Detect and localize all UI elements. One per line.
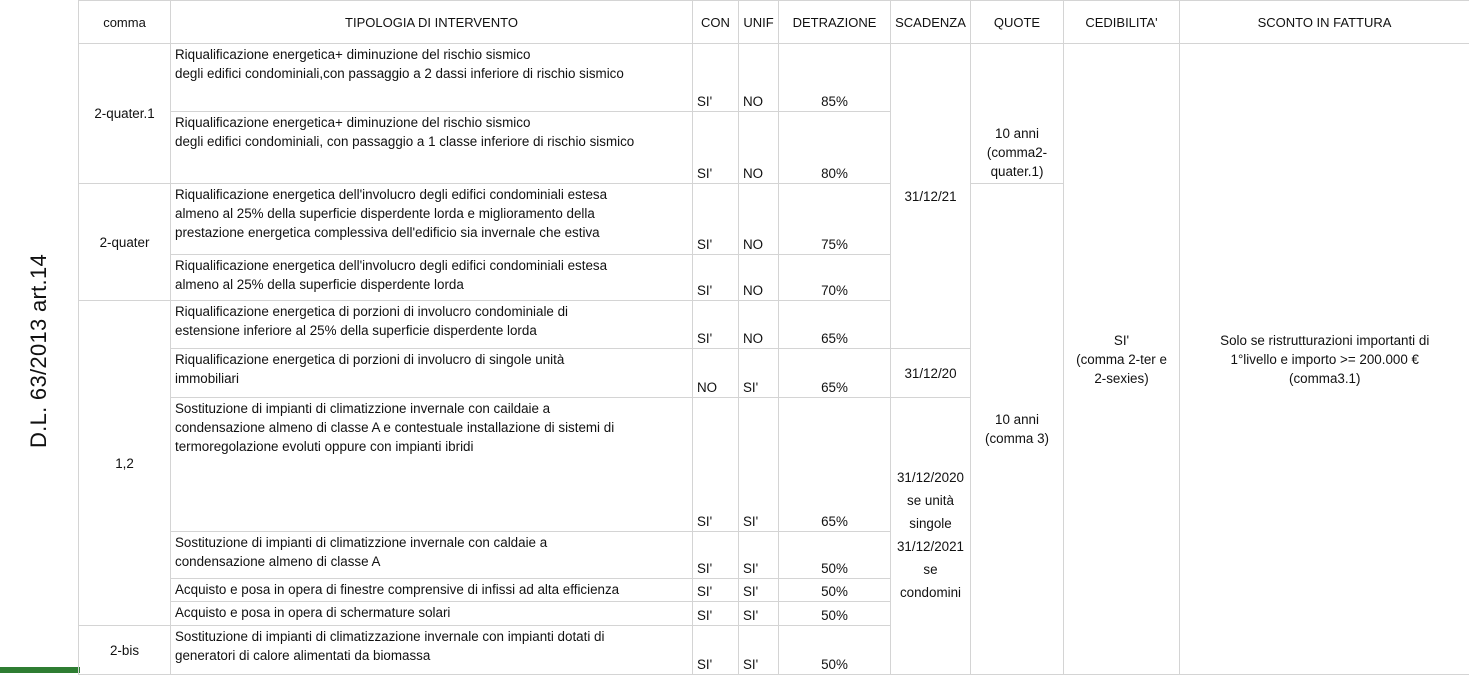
desc-line: generatori di calore alimentati da biomassa — [175, 646, 689, 665]
cedibilita-cell[interactable] — [1064, 44, 1180, 675]
quote-cell[interactable] — [971, 184, 1064, 675]
tipologia-cell[interactable] — [171, 44, 693, 112]
detrazione-cell[interactable]: 50% — [779, 626, 891, 675]
scadenza-line: se — [894, 558, 967, 581]
desc-line: Sostituzione di impianti di climatizzione invernale con caildaie a — [175, 399, 689, 418]
tipologia-cell[interactable] — [171, 602, 693, 626]
detrazione-cell[interactable]: 65% — [779, 301, 891, 349]
desc-line: Riqualificazione energetica di porzioni di involucro di singole unità — [175, 350, 689, 369]
unif-cell[interactable]: SI' — [739, 398, 779, 532]
sconto-cell[interactable] — [1180, 44, 1469, 675]
header-detrazione[interactable]: DETRAZIONE — [779, 1, 891, 44]
header-unif[interactable]: UNIF — [739, 1, 779, 44]
sconto-line: Solo se ristrutturazioni importanti di — [1183, 331, 1467, 350]
con-cell[interactable]: SI' — [693, 626, 739, 675]
sconto-line: (comma3.1) — [1183, 369, 1467, 388]
con-cell[interactable]: NO — [693, 349, 739, 398]
quote-line: quater.1) — [974, 162, 1060, 181]
quote-line: (comma 3) — [974, 429, 1060, 448]
desc-line: Riqualificazione energetica+ diminuzione del rischio sismico — [175, 45, 689, 64]
desc-line: condensazione almeno di classe A e contestuale installazione di sistemi di — [175, 418, 689, 437]
comma-cell[interactable]: 2-quater — [79, 184, 171, 301]
con-cell[interactable]: SI' — [693, 398, 739, 532]
quote-line: 10 anni — [974, 410, 1060, 429]
cedibilita-line: 2-sexies) — [1067, 369, 1176, 388]
con-cell[interactable]: SI' — [693, 602, 739, 626]
scadenza-cell[interactable]: 31/12/21 — [891, 44, 971, 349]
quote-line: 10 anni — [974, 124, 1060, 143]
unif-cell[interactable]: SI' — [739, 349, 779, 398]
tipologia-cell[interactable] — [171, 579, 693, 602]
side-panel — [0, 0, 78, 673]
header-con[interactable]: CON — [693, 1, 739, 44]
header-quote[interactable]: QUOTE — [971, 1, 1064, 44]
quote-line: (comma2- — [974, 143, 1060, 162]
desc-line: Riqualificazione energetica+ diminuzione del rischio sismico — [175, 113, 689, 132]
desc-line: Sostituzione di impianti di climatizzione invernale con caldaie a — [175, 533, 689, 552]
detrazione-cell[interactable]: 80% — [779, 112, 891, 184]
desc-line: Riqualificazione energetica di porzioni di involucro condominiale di — [175, 302, 689, 321]
sconto-line: 1°livello e importo >= 200.000 € — [1183, 350, 1467, 369]
deductions-table — [78, 0, 1469, 675]
comma-cell[interactable]: 2-quater.1 — [79, 44, 171, 184]
unif-cell[interactable]: NO — [739, 301, 779, 349]
scadenza-cell[interactable]: 31/12/20 — [891, 349, 971, 398]
tipologia-cell[interactable] — [171, 398, 693, 532]
unif-cell[interactable]: NO — [739, 255, 779, 301]
cedibilita-line: SI' — [1067, 331, 1176, 350]
detrazione-cell[interactable]: 70% — [779, 255, 891, 301]
scadenza-line: se unità — [894, 489, 967, 512]
con-cell[interactable]: SI' — [693, 579, 739, 602]
desc-line: Riqualificazione energetica dell'involucro degli edifici condominiali estesa — [175, 185, 689, 204]
desc-line: estensione inferiore al 25% della superficie disperdente lorda — [175, 321, 689, 340]
quote-cell[interactable] — [971, 44, 1064, 184]
table-row — [79, 44, 1469, 112]
desc-line: termoregolazione evoluti oppure con impianti ibridi — [175, 437, 689, 456]
desc-line: condensazione almeno di classe A — [175, 552, 689, 571]
tipologia-cell[interactable] — [171, 301, 693, 349]
header-tipologia[interactable]: TIPOLOGIA DI INTERVENTO — [171, 1, 693, 44]
detrazione-cell[interactable]: 75% — [779, 184, 891, 255]
detrazione-cell[interactable]: 65% — [779, 349, 891, 398]
desc-line: degli edifici condominiali,con passaggio a 2 dassi inferiore di rischio sismico — [175, 64, 689, 83]
header-cedibilita[interactable]: CEDIBILITA' — [1064, 1, 1180, 44]
scadenza-line: singole — [894, 512, 967, 535]
comma-cell[interactable]: 1,2 — [79, 301, 171, 626]
desc-line: prestazione energetica complessiva dell'edificio sia invernale che estiva — [175, 223, 689, 242]
tipologia-cell[interactable] — [171, 184, 693, 255]
con-cell[interactable]: SI' — [693, 532, 739, 579]
con-cell[interactable]: SI' — [693, 44, 739, 112]
tipologia-cell[interactable] — [171, 532, 693, 579]
unif-cell[interactable]: SI' — [739, 579, 779, 602]
con-cell[interactable]: SI' — [693, 301, 739, 349]
tipologia-cell[interactable] — [171, 255, 693, 301]
desc-line: Acquisto e posa in opera di finestre comprensive di infissi ad alta efficienza — [175, 580, 689, 599]
detrazione-cell[interactable]: 50% — [779, 579, 891, 602]
desc-line: degli edifici condominiali, con passaggio a 1 classe inferiore di rischio sismico — [175, 132, 689, 151]
unif-cell[interactable]: NO — [739, 112, 779, 184]
sheet-tab-indicator[interactable] — [0, 667, 80, 673]
tipologia-cell[interactable] — [171, 349, 693, 398]
unif-cell[interactable]: SI' — [739, 626, 779, 675]
scadenza-cell[interactable] — [891, 398, 971, 675]
comma-cell[interactable]: 2-bis — [79, 626, 171, 675]
header-scadenza[interactable]: SCADENZA — [891, 1, 971, 44]
unif-cell[interactable]: SI' — [739, 602, 779, 626]
unif-cell[interactable]: NO — [739, 44, 779, 112]
detrazione-cell[interactable]: 50% — [779, 602, 891, 626]
header-sconto[interactable]: SCONTO IN FATTURA — [1180, 1, 1469, 44]
detrazione-cell[interactable]: 50% — [779, 532, 891, 579]
unif-cell[interactable]: SI' — [739, 532, 779, 579]
law-reference-label: D.L. 63/2013 art.14 — [26, 254, 52, 448]
header-comma[interactable]: comma — [79, 1, 171, 44]
con-cell[interactable]: SI' — [693, 112, 739, 184]
desc-line: Sostituzione di impianti di climatizzazione invernale con impianti dotati di — [175, 627, 689, 646]
con-cell[interactable]: SI' — [693, 255, 739, 301]
detrazione-cell[interactable]: 65% — [779, 398, 891, 532]
con-cell[interactable]: SI' — [693, 184, 739, 255]
scadenza-line: 31/12/2021 — [894, 535, 967, 558]
cedibilita-line: (comma 2-ter e — [1067, 350, 1176, 369]
desc-line: almeno al 25% della superficie disperdente lorda e miglioramento della — [175, 204, 689, 223]
desc-line: Acquisto e posa in opera di schermature solari — [175, 603, 689, 622]
desc-line: Riqualificazione energetica dell'involucro degli edifici condominiali estesa — [175, 256, 689, 275]
header-row — [79, 1, 1469, 44]
tipologia-cell[interactable] — [171, 626, 693, 675]
desc-line: almeno al 25% della superficie disperdente lorda — [175, 275, 689, 294]
detrazione-cell[interactable]: 85% — [779, 44, 891, 112]
desc-line: immobiliari — [175, 369, 689, 388]
unif-cell[interactable]: NO — [739, 184, 779, 255]
tipologia-cell[interactable] — [171, 112, 693, 184]
scadenza-line: 31/12/2020 — [894, 466, 967, 489]
scadenza-line: condomini — [894, 581, 967, 604]
